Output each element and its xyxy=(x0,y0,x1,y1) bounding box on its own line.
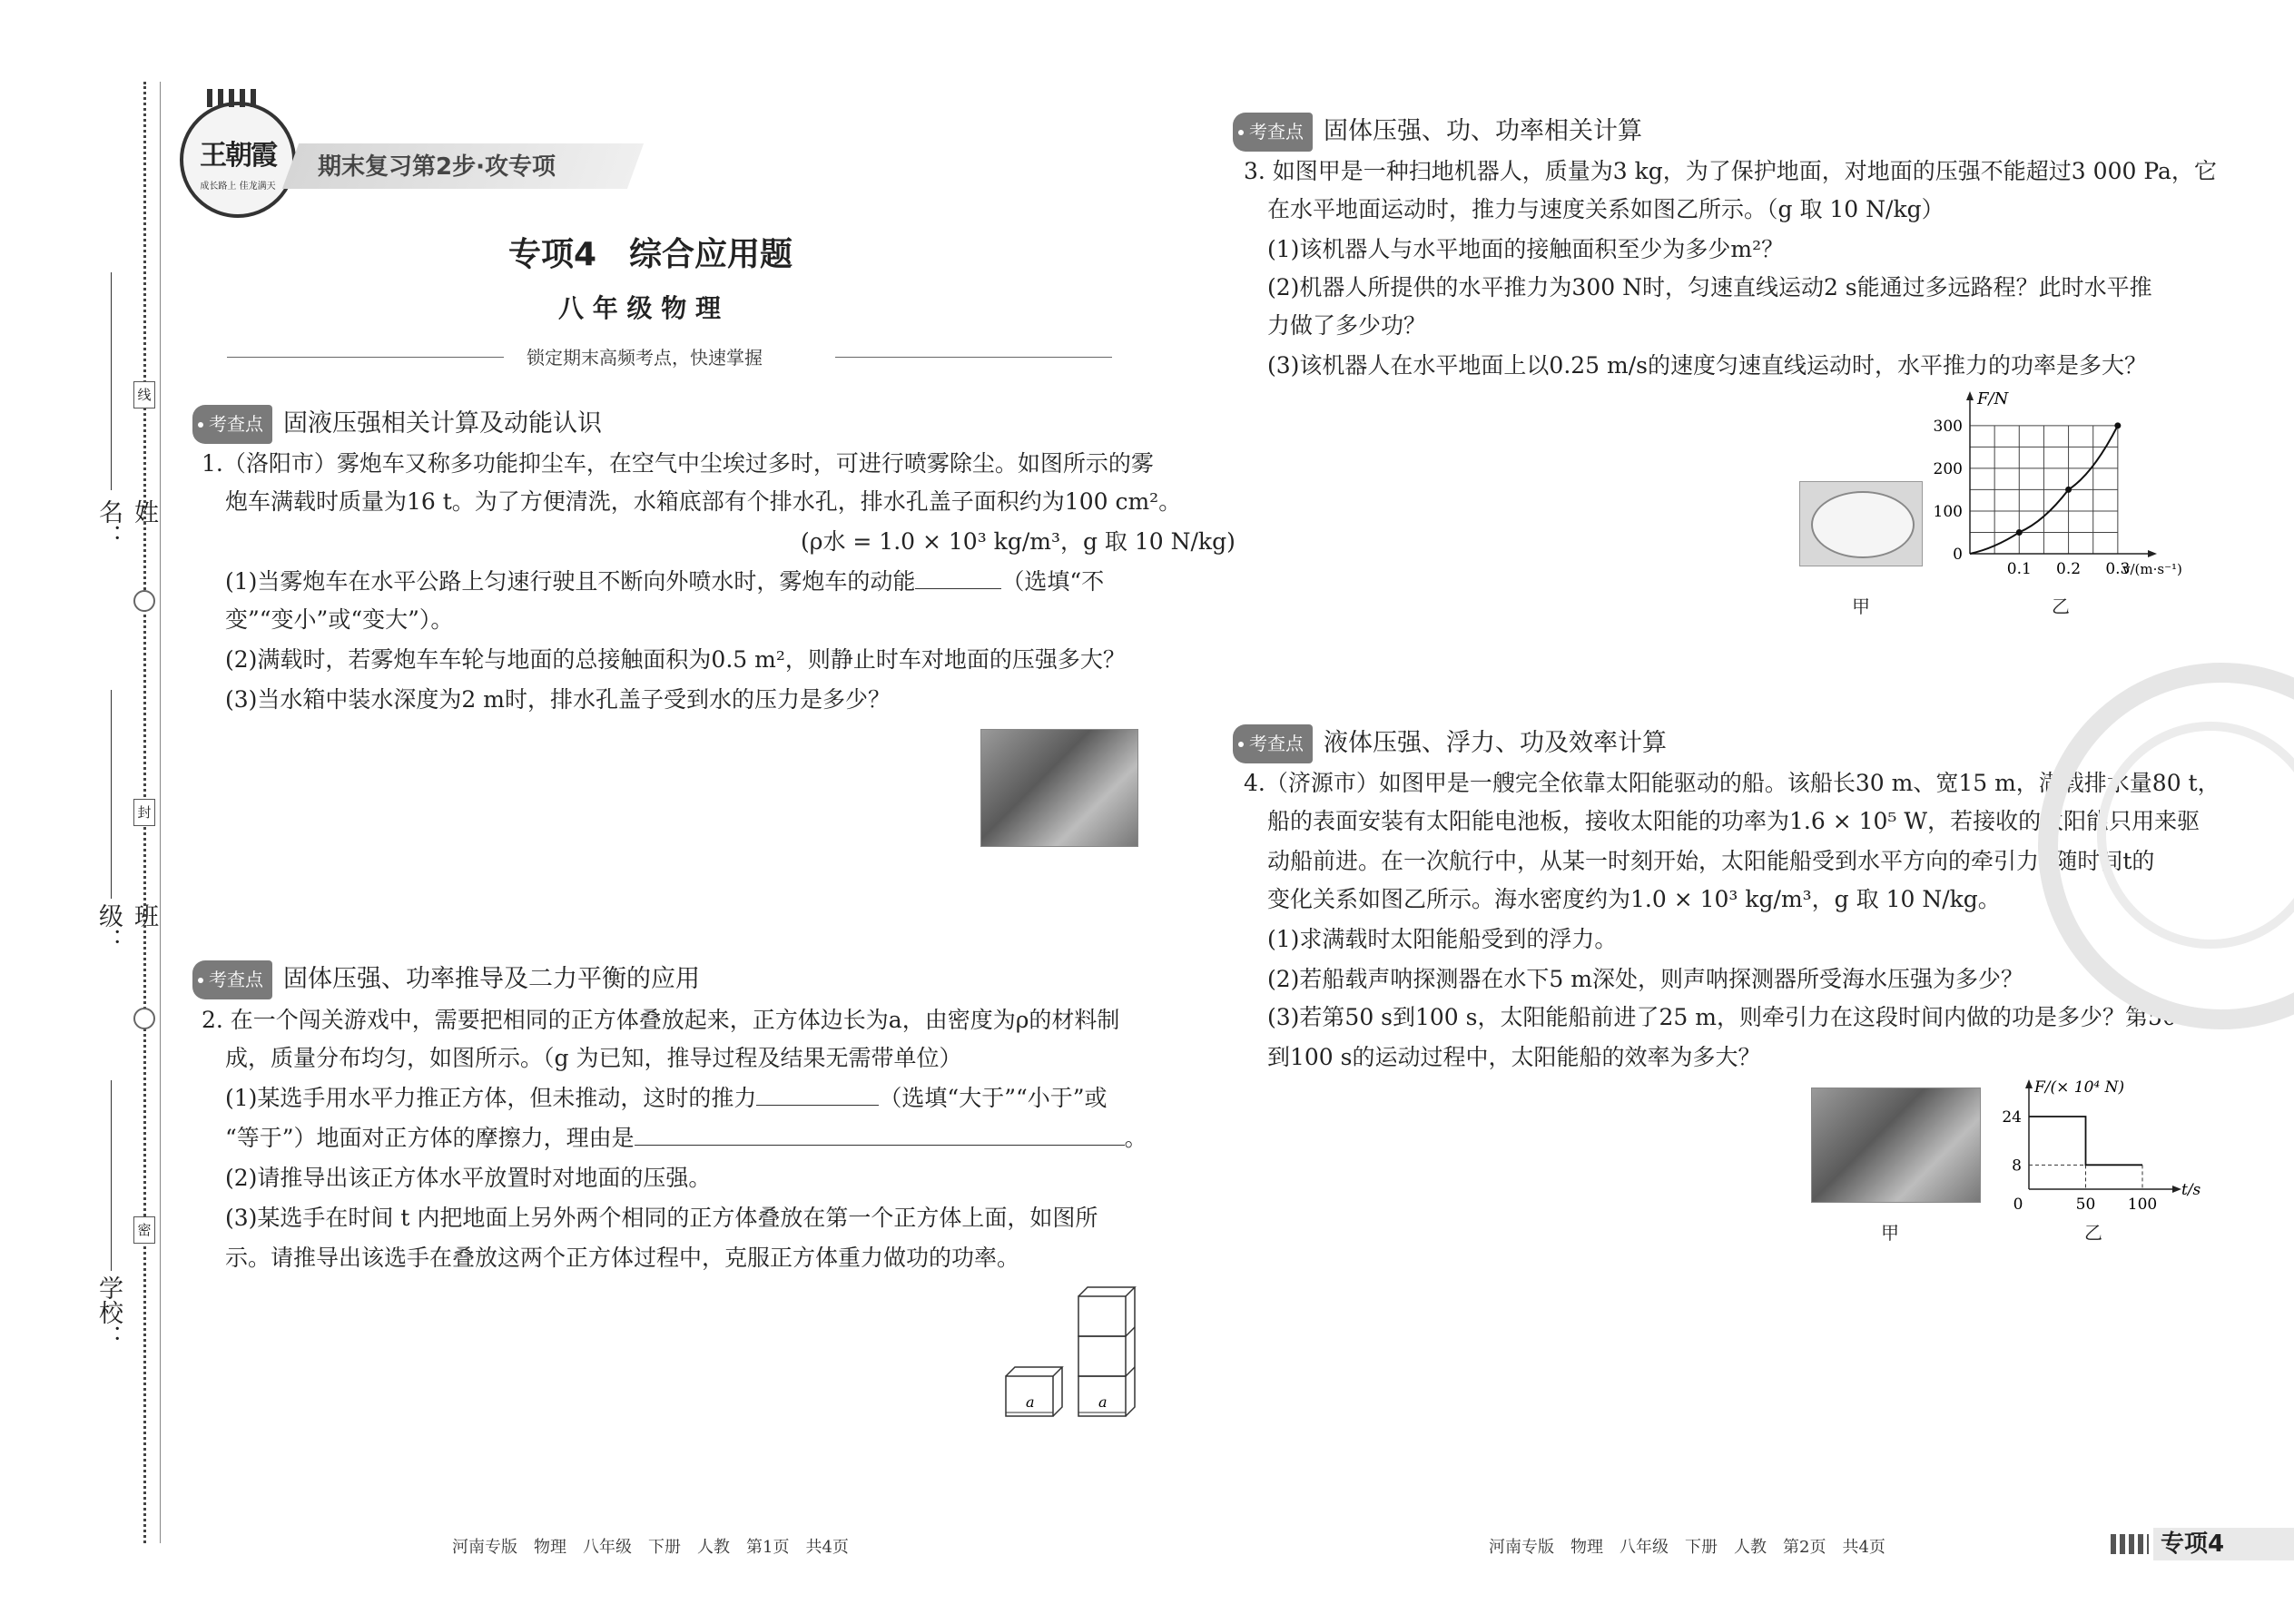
brand-name: 王朝霞 xyxy=(200,140,276,172)
line-mark-feng: 封 xyxy=(133,799,155,826)
school-field[interactable] xyxy=(91,1080,127,1353)
q3-line-6: (3)该机器人在水平地面上以0.25 m/s的速度匀速直线运动时，水平推力的功率是多大？ xyxy=(1267,352,2147,379)
x-tick-label: 0 xyxy=(2013,1196,2023,1214)
footer-right-pageinfo: 河南专版 物理 八年级 下册 人教 第2页 共4页 xyxy=(1489,1538,1885,1557)
q2-answer-blank-2[interactable] xyxy=(635,1121,1125,1146)
q4-line-4: 变化关系如图乙所示。海水密度约为1.0 × 10³ kg/m³，g 取 10 N/kg。 xyxy=(1267,886,2001,912)
fig4-label-jia: 甲 xyxy=(1881,1222,1899,1244)
q1-line-1: 1.（洛阳市）雾炮车又称多功能抑尘车，在空气中尘埃过多时，可进行喷雾除尘。如图所示的雾 xyxy=(202,450,1154,477)
binding-hole-icon xyxy=(133,590,155,612)
q1-line-2: 炮车满载时质量为16 t。为了方便清洗，水箱底部有个排水孔，排水孔盖子面积约为100 cm²。 xyxy=(225,488,1182,515)
section-2-tag: 考查点 xyxy=(192,960,272,999)
y-tick-label: 200 xyxy=(1933,459,1963,478)
q2-line-6: (3)某选手在时间 t 内把地面上另外两个相同的正方体叠放在第一个正方体上面，如图所 xyxy=(225,1205,1098,1231)
section-2-title: 固体压强、功率推导及二力平衡的应用 xyxy=(283,965,700,993)
name-field[interactable] xyxy=(91,272,158,548)
robot-vacuum-body xyxy=(1811,491,1915,558)
q4-line-7: (3)若第50 s到100 s，太阳能船前进了25 m，则牵引力在这段时间内做的功是多少？第50 s xyxy=(1267,1004,2196,1030)
q4-line-8: 到100 s的运动过程中，太阳能船的效率为多大？ xyxy=(1267,1044,1761,1070)
school-underline xyxy=(111,1080,112,1271)
data-point xyxy=(2065,487,2072,493)
x-tick-label: 0.3 xyxy=(2105,560,2131,578)
q4-line-5: (1)求满载时太阳能船受到的浮力。 xyxy=(1267,926,1618,952)
class-field[interactable] xyxy=(91,690,158,962)
y-axis-label: F/N xyxy=(1977,389,2009,408)
q3-line-4: (2)机器人所提供的水平推力为300 N时，匀速直线运动2 s能通过多远路程？此时水平推 xyxy=(1267,274,2152,300)
y-tick-label: 8 xyxy=(2012,1156,2022,1176)
q4-line-2: 船的表面安装有太阳能电池板，接收太阳能的功率为1.6 × 10⁵ W，若接收的太阳能只用来驱 xyxy=(1267,808,2200,834)
q4-line-6: (2)若船载声呐探测器在水下5 m深处，则声呐探测器所受海水压强为多少？ xyxy=(1267,966,2023,992)
data-point xyxy=(2114,422,2121,428)
y-tick-label: 300 xyxy=(1933,417,1963,436)
fig4-label-yi: 乙 xyxy=(2084,1222,2102,1244)
q1-line-6: (2)满载时，若雾炮车车轮与地面的总接触面积为0.5 m²，则静止时车对地面的压强多大？ xyxy=(225,646,1126,673)
q2-line-1: 2. 在一个闯关游戏中，需要把相同的正方体叠放起来，正方体边长为a，由密度为ρ的材料制 xyxy=(202,1007,1120,1033)
y-tick-label: 0 xyxy=(1953,546,1963,564)
x-axis-label: v/(m·s⁻¹) xyxy=(2122,561,2182,577)
q1-line-4-text: (1)当雾炮车在水平公路上匀速行驶且不断向外喷水时，雾炮车的动能 xyxy=(225,568,916,595)
slogan-rule-right xyxy=(835,357,1112,358)
class-label: 班级： xyxy=(94,903,158,952)
q2-line-2: 成，质量分布均匀，如图所示。（g 为已知，推导过程及结果无需带单位） xyxy=(225,1045,962,1071)
page-title: 专项4 综合应用题 xyxy=(508,236,793,273)
x-axis-arrow xyxy=(2148,550,2157,557)
footer-tab: 专项4 xyxy=(2153,1528,2294,1560)
q3-line-5: 力做了多少功？ xyxy=(1267,312,1427,339)
y-axis-arrow xyxy=(2025,1079,2033,1088)
name-label: 姓名： xyxy=(94,499,158,548)
series-line-force-time xyxy=(2029,1117,2142,1165)
q4-line-1: 4.（济源市）如图甲是一艘完全依靠太阳能驱动的船。该船长30 m、宽15 m，满载排水量80 t， xyxy=(1244,770,2220,796)
x-axis-arrow xyxy=(2172,1186,2181,1193)
q1-line-4-tail: （选填“不 xyxy=(1001,568,1105,595)
robot-vacuum-photo xyxy=(1799,481,1923,566)
fig3-label-yi: 乙 xyxy=(2052,595,2070,617)
fog-cannon-truck-photo xyxy=(980,729,1138,847)
data-point xyxy=(2016,529,2023,536)
binding-thin-line xyxy=(160,82,161,1543)
cubes-figure xyxy=(999,1280,1144,1425)
section-3-heading xyxy=(1233,113,1642,152)
q2-answer-blank-1[interactable] xyxy=(756,1081,879,1106)
y-tick-label: 100 xyxy=(1933,502,1963,521)
q3-line-2: 在水平地面运动时，推力与速度关系如图乙所示。（g 取 10 N/kg） xyxy=(1267,196,1944,222)
solar-boat-photo xyxy=(1811,1088,1981,1203)
force-time-chart xyxy=(1993,1076,2201,1216)
stacked-cube-middle xyxy=(1078,1336,1126,1376)
q2-line-4 xyxy=(225,1119,1147,1157)
page-subtitle: 八 年 级 物 理 xyxy=(558,293,721,323)
force-speed-chart xyxy=(1925,386,2188,581)
section-1-heading xyxy=(192,405,602,444)
q2-line-3-text: (1)某选手用水平力推正方体，但未推动，这时的推力 xyxy=(225,1085,757,1111)
section-1-title: 固液压强相关计算及动能认识 xyxy=(283,409,602,438)
y-axis-label: F/(× 10⁴ N) xyxy=(2034,1078,2125,1097)
q1-line-5: 变”“变小”或“变大”）。 xyxy=(225,606,454,633)
q1-line-4 xyxy=(225,563,1104,601)
q1-answer-blank[interactable] xyxy=(915,565,1001,589)
slogan: 锁定期末高频考点，快速掌握 xyxy=(527,347,763,369)
section-3-tag: 考查点 xyxy=(1233,113,1313,152)
q2-line-4-text: “等于”）地面对正方体的摩擦力，理由是 xyxy=(225,1125,635,1151)
y-axis-arrow xyxy=(1966,391,1974,400)
name-underline xyxy=(111,272,112,490)
binding-hole-icon xyxy=(133,1008,155,1029)
section-4-tag: 考查点 xyxy=(1233,724,1313,763)
y-tick-label: 24 xyxy=(2002,1108,2022,1127)
q3-line-1: 3. 如图甲是一种扫地机器人，质量为3 kg，为了保护地面，对地面的压强不能超过3 000 Pa，它 xyxy=(1244,158,2217,184)
q2-line-3 xyxy=(225,1079,1108,1117)
q2-line-5: (2)请推导出该正方体水平放置时对地面的压强。 xyxy=(225,1165,712,1191)
section-3-title: 固体压强、功、功率相关计算 xyxy=(1324,117,1642,145)
footer-left-pageinfo: 河南专版 物理 八年级 下册 人教 第1页 共4页 xyxy=(452,1538,849,1557)
x-axis-label: t/s xyxy=(2181,1181,2201,1199)
class-underline xyxy=(111,690,112,899)
brand-logo xyxy=(180,102,296,218)
section-1-tag: 考查点 xyxy=(192,405,272,444)
q3-line-3: (1)该机器人与水平地面的接触面积至少为多少m²？ xyxy=(1267,236,1785,262)
x-tick-label: 0.2 xyxy=(2056,560,2082,578)
q2-line-7: 示。请推导出该选手在叠放这两个正方体过程中，克服正方体重力做功的功率。 xyxy=(225,1245,1020,1271)
brand-crown-icon xyxy=(207,89,261,107)
section-4-title: 液体压强、浮力、功及效率计算 xyxy=(1324,729,1667,757)
footer-tab-dots xyxy=(2111,1534,2149,1554)
x-tick-label: 50 xyxy=(2075,1196,2096,1214)
line-mark-xian: 线 xyxy=(133,381,155,408)
q4-line-3: 动船前进。在一次航行中，从某一时刻开始，太阳能船受到水平方向的牵引力F随时间t的 xyxy=(1267,848,2155,874)
section-banner-text: 期末复习第2步·攻专项 xyxy=(318,153,556,181)
fig3-label-jia: 甲 xyxy=(1852,595,1870,617)
cube-edge-label-a: a xyxy=(1098,1393,1108,1411)
q2-line-3-tail: （选填“大于”“小于”或 xyxy=(879,1085,1108,1111)
q2-line-4-tail: 。 xyxy=(1124,1125,1147,1151)
cube-edge-label-a: a xyxy=(1026,1393,1035,1411)
x-tick-label: 0.1 xyxy=(2006,560,2032,578)
slogan-rule-left xyxy=(227,357,504,358)
section-4-heading xyxy=(1233,724,1667,763)
school-label: 学校： xyxy=(94,1275,123,1349)
stacked-cube-top xyxy=(1078,1296,1126,1336)
q1-line-3: (ρ水 = 1.0 × 10³ kg/m³，g 取 10 N/kg) xyxy=(801,528,1236,555)
line-mark-mi: 密 xyxy=(133,1216,155,1244)
x-tick-label: 100 xyxy=(2127,1196,2158,1214)
brand-slogan: 成长路上 佳龙满天 xyxy=(200,182,276,192)
q1-line-7: (3)当水箱中装水深度为2 m时，排水孔盖子受到水的压力是多少？ xyxy=(225,686,891,713)
section-2-heading xyxy=(192,960,700,999)
